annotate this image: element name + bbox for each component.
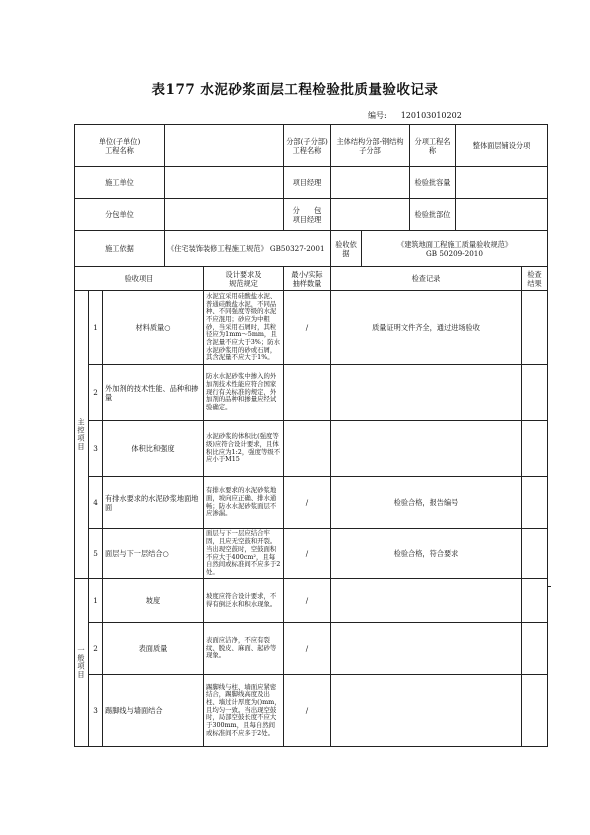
project-manager-field[interactable] [331, 167, 410, 199]
main-item-row [75, 365, 548, 421]
doc-number-label: 编号: [368, 111, 387, 120]
item-name: 坡度 [103, 579, 204, 623]
item-name: 面层与下一层结合○ [103, 529, 204, 579]
batch-part-field[interactable] [456, 199, 548, 231]
item-result[interactable] [522, 623, 548, 675]
item-requirement: 坡度应符合设计要求，不得有倒泛水和积水现象。 [204, 579, 284, 623]
item-result[interactable] [522, 477, 548, 529]
general-items-label: 一般项目 [75, 579, 89, 747]
subcontractor-label: 分包单位 [75, 199, 165, 231]
table-edge-mark [547, 586, 551, 587]
page-title: 表177 水泥砂浆面层工程检验批质量验收记录 [151, 82, 439, 98]
item-record[interactable] [331, 623, 522, 675]
main-items-label: 主控项目 [75, 291, 89, 579]
item-sample[interactable]: / [284, 529, 331, 579]
item-no: 2 [89, 623, 103, 675]
construction-basis-field[interactable]: 《住宅装饰装修工程施工规范》 GB50327-2001 [165, 231, 331, 267]
contractor-field[interactable] [165, 167, 284, 199]
item-name: 有排水要求的水泥砂浆地面地面 [103, 477, 204, 529]
item-sample[interactable] [284, 365, 331, 421]
sub-project-manager-label: 分 包 项目经理 [284, 199, 331, 231]
part-name-field[interactable]: 主体结构分部-钢结构子分部 [331, 125, 410, 167]
item-requirement: 踢脚线与柱、墙面应紧密结合，踢脚线高度及出柱、墙过计厚度为()mm，且均匀一致。当出现空鼓时，局部空鼓长度不应大于300mm，且每自然间或标准间不应多于2处。 [204, 675, 284, 747]
item-sample[interactable]: / [284, 291, 331, 365]
item-name: 外加剂的技术性能、品种和掺量 [103, 365, 204, 421]
unit-name-label: 单位(子单位) 工程名称 [75, 125, 165, 167]
item-result[interactable] [522, 291, 548, 365]
item-result[interactable] [522, 421, 548, 477]
acceptance-basis-field[interactable]: 《建筑地面工程施工质量验收规范》 GB 50209-2010 [362, 231, 548, 267]
col-design-header: 设计要求及 规范规定 [204, 267, 284, 291]
item-no: 1 [89, 579, 103, 623]
col-result-header: 检查 结果 [522, 267, 548, 291]
item-sample[interactable]: / [284, 579, 331, 623]
item-requirement: 水泥砂浆的体积比(强度等级)应符合设计要求，且体积比应为1:2，强度等级不应小于M15 [204, 421, 284, 477]
doc-number-value: 120103010202 [400, 111, 462, 120]
unit-name-field[interactable] [165, 125, 284, 167]
item-record[interactable]: 检验合格，符合要求 [331, 529, 522, 579]
general-item-row [75, 623, 548, 675]
item-name-field[interactable]: 整体面层铺设分项 [456, 125, 548, 167]
item-requirement: 水泥宜采用硅酸盐水泥、普通硅酸盐水泥，不同品种、不同强度等级的水泥不应混用；砂应为中粗砂，当采用石屑时，其粒径应为1mm～5mm，且含泥量不应大于3%；防水水泥砂浆用的砂或石屑，其含泥量不应大于1%。 [204, 291, 284, 365]
item-no: 5 [89, 529, 103, 579]
col-item-header: 验收项目 [75, 267, 204, 291]
item-no: 1 [89, 291, 103, 365]
doc-number [368, 110, 476, 121]
item-name: 材料质量○ [103, 291, 204, 365]
item-record[interactable]: 质量证明文件齐全，通过进场验收 [331, 291, 522, 365]
batch-capacity-field[interactable] [456, 167, 548, 199]
general-item-row [75, 579, 548, 623]
item-record[interactable] [331, 365, 522, 421]
item-record[interactable] [331, 421, 522, 477]
part-name-label: 分部(子分部) 工程名称 [284, 125, 331, 167]
item-result[interactable] [522, 365, 548, 421]
item-sample[interactable]: / [284, 675, 331, 747]
item-no: 3 [89, 421, 103, 477]
item-requirement: 面层与下一层应结合牢固，且应无空鼓和开裂。当出现空鼓时，空鼓面积不应大于400cm²，且每自然间或标准间不应多于2处。 [204, 529, 284, 579]
acceptance-basis-label: 验收依据 [331, 231, 362, 267]
item-sample[interactable]: / [284, 623, 331, 675]
project-manager-label: 项目经理 [284, 167, 331, 199]
item-name: 表面质量 [103, 623, 204, 675]
item-record[interactable]: 检验合格，报告编号 [331, 477, 522, 529]
subcontractor-field[interactable] [165, 199, 284, 231]
sub-project-manager-field[interactable] [331, 199, 410, 231]
main-item-row [75, 529, 548, 579]
item-no: 2 [89, 365, 103, 421]
item-requirement: 防水水泥砂浆中掺入的外加剂技术性能应符合国家现行有关标准的规定，外加剂的品种和掺量应经试验确定。 [204, 365, 284, 421]
item-result[interactable] [522, 579, 548, 623]
item-no: 3 [89, 675, 103, 747]
item-name: 体积比和强度 [103, 421, 204, 477]
item-record[interactable] [331, 675, 522, 747]
main-item-row [75, 291, 548, 365]
item-name-label: 分项工程名称 [410, 125, 456, 167]
item-result[interactable] [522, 529, 548, 579]
item-result[interactable] [522, 675, 548, 747]
col-sample-header: 最小/实际 抽样数量 [284, 267, 331, 291]
col-record-header: 检查记录 [331, 267, 522, 291]
item-record[interactable] [331, 579, 522, 623]
item-requirement: 有排水要求的水泥砂浆地面，坡向应正确、排水通畅；防水水泥砂浆面层不应渗漏。 [204, 477, 284, 529]
construction-basis-label: 施工依据 [75, 231, 165, 267]
acceptance-record-table [74, 124, 548, 747]
general-item-row [75, 675, 548, 747]
item-sample[interactable]: / [284, 477, 331, 529]
contractor-label: 施工单位 [75, 167, 165, 199]
item-requirement: 表面应洁净，不应有裂纹、脱皮、麻面、起砂等现象。 [204, 623, 284, 675]
main-item-row [75, 477, 548, 529]
batch-capacity-label: 检验批容量 [410, 167, 456, 199]
batch-part-label: 检验批部位 [410, 199, 456, 231]
item-sample[interactable] [284, 421, 331, 477]
item-name: 踢脚线与墙面结合 [103, 675, 204, 747]
main-item-row [75, 421, 548, 477]
item-no: 4 [89, 477, 103, 529]
